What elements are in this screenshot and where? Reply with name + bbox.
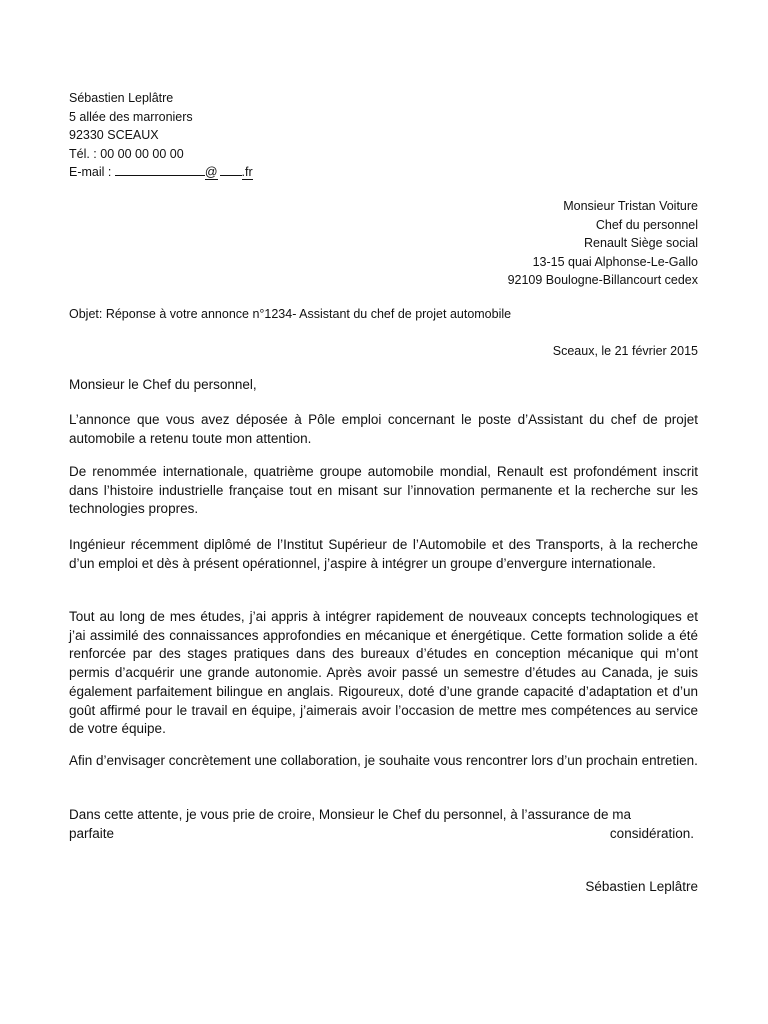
sender-name: Sébastien Leplâtre [69, 91, 174, 105]
recipient-street: 13-15 quai Alphonse-Le-Gallo [532, 254, 698, 269]
closing-line-2: parfaite considération. [69, 825, 694, 841]
closing-line-1: Dans cette attente, je vous prie de croire, Monsieur le Chef du personnel, à l’assurance de ma [69, 807, 632, 822]
letter-object: Objet: Réponse à votre annonce n°1234- Assistant du chef de projet automobile [69, 307, 512, 321]
sender-email-label: E-mail : [69, 165, 115, 179]
paragraph-closing [69, 806, 698, 843]
sender-email-at: @ [204, 165, 218, 179]
email-blank-user [115, 175, 205, 176]
sender-block [69, 89, 253, 182]
paragraph-1: L’annonce que vous avez déposée à Pôle emploi concernant le poste d’Assistant du chef de projet automobile a retenu toute mon attention. [69, 412, 698, 446]
paragraph-2: De renommée internationale, quatrième groupe automobile mondial, Renault est profondément inscrit dans l’histoire industrielle française tout en misant sur l’innovation permanente et la recherche sur les technologies propres. [69, 464, 698, 517]
paragraph-4: Tout au long de mes études, j’ai appris à intégrer rapidement de nouveaux concepts technologiques et j’ai assimilé des connaissances approfondies en mécanique et énergétique. Cette formation solide a été renforcée par des stages pratiques dans des bureaux d’études en conception mécanique qui m’ont permis d’acquérir une grande autonomie. Après avoir passé un semestre d’études au Canada, je suis également parfaitement bilingue en anglais. Rigoureux, doté d’une grande capacité d’adaptation et d’un goût affirmé pour le travail en équipe, j’aimerais avoir l’occasion de mettre mes compétences au service de votre équipe. [69, 609, 698, 737]
sender-email [69, 163, 253, 182]
recipient-company: Renault Siège social [584, 236, 698, 250]
recipient-title: Chef du personnel [595, 217, 698, 232]
greeting: Monsieur le Chef du personnel, [69, 377, 257, 392]
recipient-name: Monsieur Tristan Voiture [563, 199, 698, 213]
letter-date: Sceaux, le 21 février 2015 [552, 344, 698, 358]
sender-phone: Tél. : 00 00 00 00 00 [69, 146, 184, 161]
sender-city: 92330 SCEAUX [69, 128, 159, 142]
recipient-city: 92109 Boulogne-Billancourt cedex [507, 273, 698, 287]
email-blank-domain [220, 175, 242, 176]
signature: Sébastien Leplâtre [585, 879, 698, 894]
recipient-block [508, 197, 698, 290]
paragraph-5: Afin d’envisager concrètement une collaboration, je souhaite vous rencontrer lors d’un prochain entretien. [69, 753, 698, 768]
paragraph-3: Ingénieur récemment diplômé de l’Institut Supérieur de l’Automobile et des Transports, à la recherche d’un emploi et dès à présent opérationnel, j’aspire à intégrer un groupe d’envergure internationale. [69, 537, 698, 571]
sender-street: 5 allée des marroniers [69, 109, 193, 124]
sender-email-tld: .fr [241, 165, 253, 179]
